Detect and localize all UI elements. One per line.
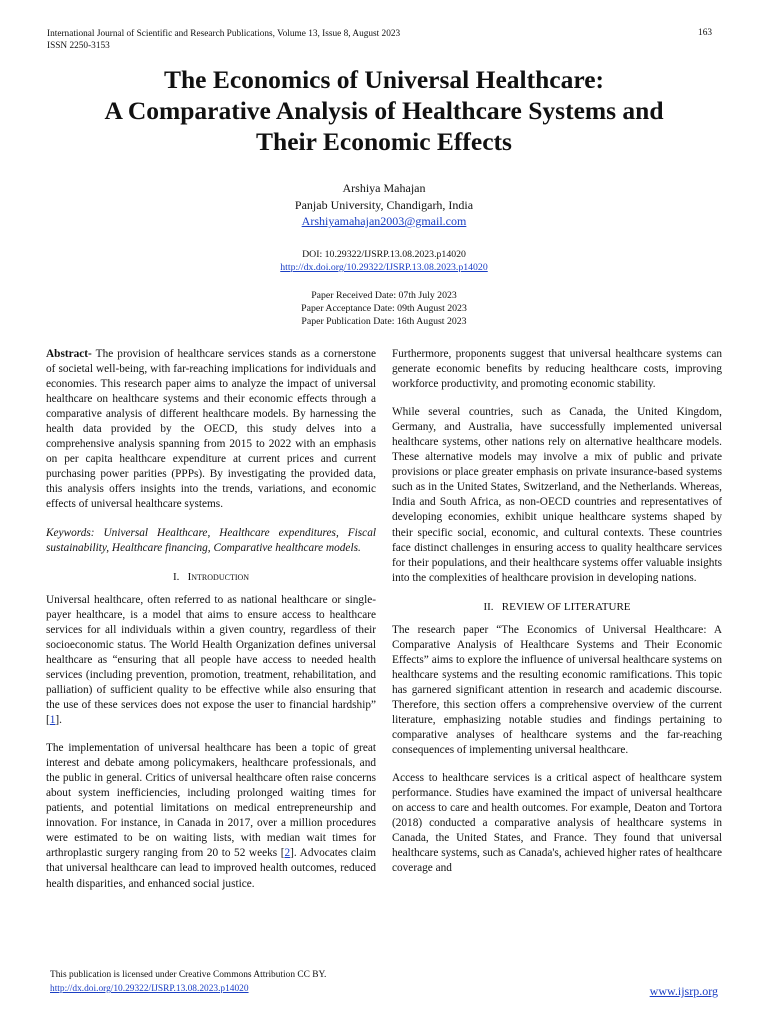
acceptance-date: Paper Acceptance Date: 09th August 2023 (301, 303, 467, 314)
author-name: Arshiya Mahajan (342, 181, 426, 195)
title-line-1: The Economics of Universal Healthcare: (163, 65, 605, 94)
received-date: Paper Received Date: 07th July 2023 (311, 290, 457, 301)
intro-paragraph-4: While several countries, such as Canada, the United Kingdom, Germany, and Australia, have successfully implemented universal healthcare systems, other nations rely on alternative healthcare models. These alternative models may involve a mix of public and private provisions or place greater emphasis on private insurance-based systems such as in the United States, Switzerland, and the Netherlands. Whereas, India and South Africa, as non-OECD countries and representatives of developing economies, exhibit unique healthcare systems shaped by their specific social, economic, and cultural contexts. These countries face distinct challenges in ensuring access to quality healthcare services for their populations, and their healthcare systems offer valuable insights into the complexities of healthcare provision in developing nations. (392, 406, 722, 584)
footer (50, 968, 326, 996)
review-paragraph-1: The research paper “The Economics of Universal Healthcare: A Comparative Analysis of Healthcare Systems and Their Economic Effects” aims to explore the influence of universal healthcare systems on healthcare systems and the resulting economic ramifications. This topic has garnered significant attention in research and academic discourse. Therefore, this section offers a comprehensive overview of the current literature, emphasizing notable studies and findings pertaining to comparative analyses of healthcare systems and the far-reaching consequences of implementing universal healthcare. (392, 623, 722, 757)
right-column (392, 347, 722, 890)
intro-paragraph-3: Furthermore, proponents suggest that universal healthcare systems can generate economic benefits by reducing healthcare costs, improving workforce productivity, and promoting economic stability. (392, 348, 722, 391)
license-text: This publication is licensed under Creative Commons Attribution CC BY. (50, 970, 327, 980)
intro-paragraph-2: The implementation of universal healthcare has been a topic of great interest and debate among policymakers, healthcare professionals, and the public in general. Critics of universal healthcare often raise concerns about system inefficiencies, including prolonged waiting times for patients, and potential limitations on medical entrepreneurship and innovation. For instance, in Canada in 2017, over a million procedures were estimated to be on waiting lists, with median wait times for arthroplastic surgery ranging from 20 to 52 weeks [2]. Advocates claim that universal healthcare can lead to improved health outcomes, reduced health disparities, and enhanced social justice. (46, 742, 377, 890)
review-paragraph-2: Access to healthcare services is a critical aspect of healthcare system performance. Studies have examined the impact of universal healthcare on access to care and health outcomes. For example, Deaton and Tortora (2018) conducted a comparative analysis of healthcare systems in Canada, the United States, and France. They found that universal healthcare systems, such as Canada's, achieved higher rates of healthcare coverage and (392, 772, 722, 875)
abstract (46, 347, 376, 513)
section-heading-review: II. REVIEW OF LITERATURE (483, 600, 631, 613)
issn: ISSN 2250-3153 (47, 41, 110, 51)
keywords: Keywords: Universal Healthcare, Healthcare expenditures, Fiscal sustainability, Healthcare financing, Comparative healthcare models. (46, 526, 376, 554)
publication-date: Paper Publication Date: 16th August 2023 (301, 316, 467, 327)
title-line-2: A Comparative Analysis of Healthcare Systems and (104, 96, 664, 125)
doi-text: DOI: 10.29322/IJSRP.13.08.2023.p14020 (302, 249, 466, 260)
citation-link-1[interactable]: 1 (49, 714, 56, 727)
doi-link[interactable]: http://dx.doi.org/10.29322/IJSRP.13.08.2023.p14020 (280, 262, 488, 273)
dates-block (0, 289, 768, 328)
author-affiliation: Panjab University, Chandigarh, India (294, 197, 474, 212)
paper-title (40, 64, 728, 157)
doi-block (0, 248, 768, 274)
section-heading-introduction: I. Introduction (172, 570, 250, 583)
title-line-3: Their Economic Effects (256, 127, 512, 156)
left-column (46, 347, 376, 905)
site-link[interactable]: www.ijsrp.org (649, 984, 718, 998)
footer-doi-link[interactable]: http://dx.doi.org/10.29322/IJSRP.13.08.2023.p14020 (50, 984, 249, 994)
page-number: 163 (698, 28, 712, 38)
journal-name: International Journal of Scientific and Research Publications, Volume 13, Issue 8, August 2023 (47, 29, 401, 39)
intro-paragraph-1: Universal healthcare, often referred to as national healthcare or single-payer healthcare, is a model that aims to ensure access to healthcare services for all individuals within a given country, regardless of their socioeconomic status. The World Health Organization defines universal healthcare as “ensuring that all people have access to needed health services (including prevention, promotion, treatment, rehabilitation, and palliation) of sufficient quality to be effective while also ensuring that the use of these services does not expose the user to financial hardship” [1]. (46, 593, 376, 727)
abstract-label: Abstract- (46, 348, 92, 360)
running-header (47, 28, 400, 52)
author-email-link[interactable]: Arshiyamahajan2003@gmail.com (301, 214, 467, 228)
citation-link-2[interactable]: 2 (284, 847, 291, 860)
abstract-text: The provision of healthcare services stands as a cornerstone of societal well-being, with far-reaching implications for individuals and economies. This research paper aims to analyze the impact of universal healthcare on healthcare systems and their economic effects through a comparative analysis of different healthcare models. By harnessing the health data provided by the OECD, this study delves into a comprehensive analysis spanning from 2015 to 2022 with an emphasis on per capita healthcare expenditure at current prices and current purchasing power parities (PPPs). By investigating the provided data, this analysis offers insights into the trends, variations, and economic effects of universal healthcare systems. (46, 348, 376, 511)
author-block (0, 180, 768, 230)
